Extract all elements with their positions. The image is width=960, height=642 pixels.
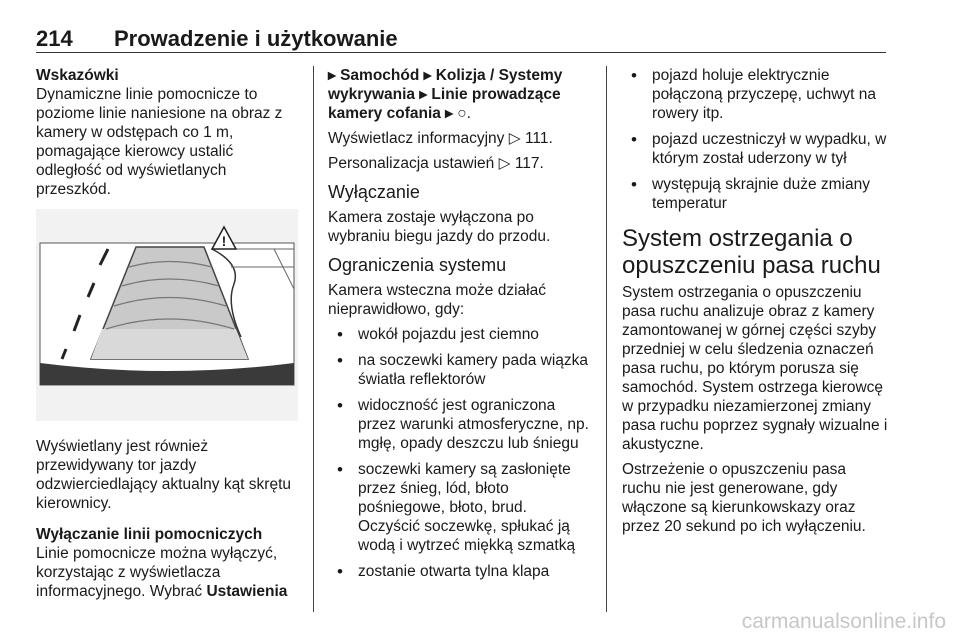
limits-list: [328, 325, 590, 581]
list-item: • widoczność jest ograniczona przez warunki atmosferyczne, np. mgłę, opady deszczu lub śniegu: [328, 396, 590, 453]
camera-guideline-diagram: [36, 209, 298, 421]
watermark: carmanualsonline.info: [741, 610, 946, 633]
page-title: Prowadzenie i użytkowanie: [114, 26, 398, 51]
settings-label: Ustawienia: [206, 583, 288, 600]
display-reference: Wyświetlacz informacyjny ▷ 111.: [328, 130, 553, 147]
column-1: [36, 66, 298, 607]
off-heading: Wyłączanie: [328, 182, 420, 202]
column-divider: [313, 66, 314, 612]
personalization-reference: Personalizacja ustawień ▷ 117.: [328, 155, 544, 172]
column-3: [622, 66, 888, 542]
svg-text:!: !: [221, 233, 227, 249]
list-item: • wokół pojazdu jest ciemno: [328, 325, 590, 344]
list-item: • soczewki kamery są zasłonięte przez śnieg, lód, błoto pośniegowe, błoto, brud. Oczyścić soczewkę, spłukać ją wodą i wytrzeć miękką szmatką: [328, 460, 590, 555]
page-header: [36, 26, 886, 50]
list-item: • występują skrajnie duże zmiany temperatur: [622, 175, 888, 213]
column-2: [328, 66, 590, 588]
list-item: • pojazd holuje elektrycznie połączoną przyczepę, uchwyt na rowery itp.: [622, 66, 888, 123]
header-rule: [36, 52, 886, 53]
list-item: • na soczewki kamery pada wiązka światła reflektorów: [328, 351, 590, 389]
lane-warning-exception: Ostrzeżenie o opuszczeniu pasa ruchu nie jest generowane, gdy włączone są kierunkowskazy oraz przez 20 sekund po ich wyłączeniu.: [622, 461, 866, 535]
guidelines-off-text: Linie pomocnicze można wyłączyć, korzystając z wyświetlacza informacyjnego. Wybrać Ustawienia: [36, 545, 288, 600]
guidelines-off-title: Wyłączanie linii pomocniczych: [36, 526, 263, 543]
note-title: Wskazówki: [36, 67, 119, 84]
list-item: • pojazd uczestniczył w wypadku, w którym został uderzony w tył: [622, 130, 888, 168]
off-text: Kamera zostaje wyłączona po wybraniu biegu jazdy do przodu.: [328, 209, 551, 245]
menu-path: ▸ Samochód ▸ Kolizja / Systemy wykrywania ▸ Linie prowadzące kamery cofania ▸ ○.: [328, 67, 563, 122]
limits-list-continued: [622, 66, 888, 213]
limits-intro: Kamera wsteczna może działać nieprawidłowo, gdy:: [328, 282, 546, 318]
trajectory-text: Wyświetlany jest również przewidywany tor jazdy odzwierciedlający aktualny kąt skrętu kierownicy.: [36, 438, 292, 512]
section-title: System ostrzegania o opuszczeniu pasa ruchu: [622, 225, 881, 279]
note-text: Dynamiczne linie pomocnicze to poziome linie naniesione na obraz z kamery w odstępach co 1 m, pomagające kierowcy ustalić odległość od wyświetlanych przeszkód.: [36, 86, 283, 198]
page-number: 214: [36, 26, 73, 51]
column-divider: [606, 66, 607, 612]
limits-heading: Ograniczenia systemu: [328, 255, 507, 275]
lane-warning-description: System ostrzegania o opuszczeniu pasa ruchu analizuje obraz z kamery zamontowanej w górnej części szyby przedniej w celu śledzenia oznaczeń pasa ruchu, po którym porusza się samochód. System ostrzega kierowcę w przypadku niezamierzonej zmiany pasa ruchu poprzez sygnały wizualne i akustyczne.: [622, 284, 888, 453]
rear-camera-illustration: [36, 209, 298, 421]
list-item: • zostanie otwarta tylna klapa: [328, 562, 590, 581]
